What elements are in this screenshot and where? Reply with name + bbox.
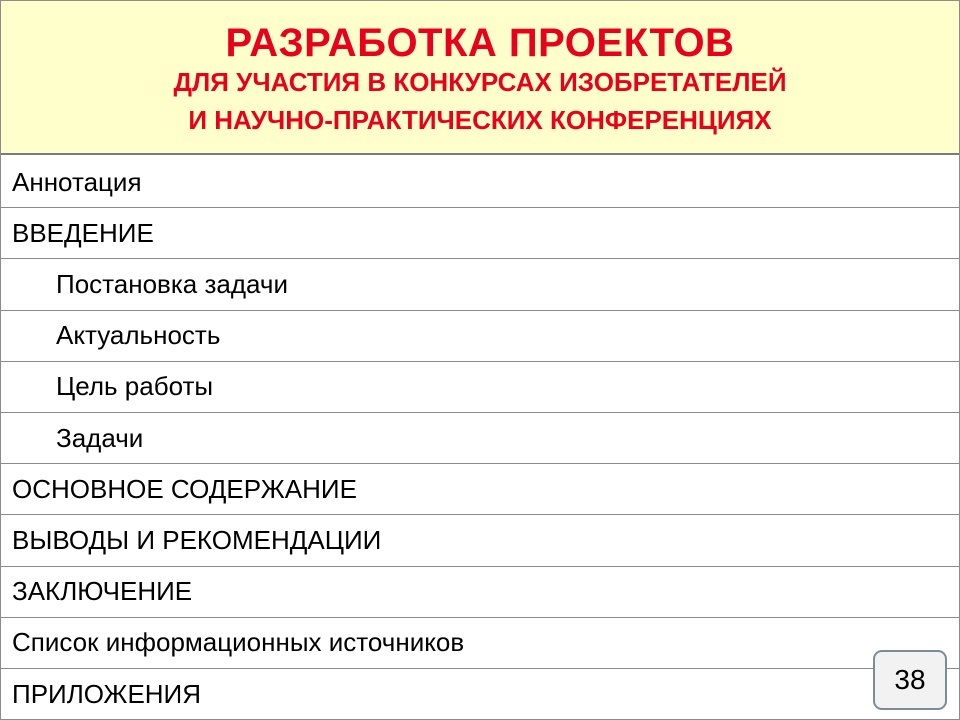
subtitle-line-1: ДЛЯ УЧАСТИЯ В КОНКУРСАХ ИЗОБРЕТАТЕЛЕЙ	[173, 67, 787, 97]
table-row-annotation: Аннотация	[1, 157, 959, 208]
table-row-introduction: ВВЕДЕНИЕ	[1, 208, 959, 259]
subtitle-line-2: И НАУЧНО-ПРАКТИЧЕСКИХ КОНФЕРЕНЦИЯХ	[188, 105, 772, 135]
table-row-conclusion: ЗАКЛЮЧЕНИЕ	[1, 567, 959, 618]
table-row-appendices: ПРИЛОЖЕНИЯ	[12, 678, 202, 709]
table-row-relevance: Актуальность	[1, 311, 959, 362]
table-row-goal: Цель работы	[1, 362, 959, 413]
table-rows	[1, 157, 959, 720]
table-row-tasks: Задачи	[1, 413, 959, 464]
page-title: РАЗРАБОТКА ПРОЕКТОВ	[225, 21, 735, 65]
table-row-main-content: ОСНОВНОЕ СОДЕРЖАНИЕ	[1, 464, 959, 515]
table-row-problem-statement: Постановка задачи	[1, 259, 959, 310]
table-row-references: Список информационных источников	[1, 618, 959, 669]
page-number-badge: 38	[873, 650, 947, 710]
table-row-conclusions-recommendations: ВЫВОДЫ И РЕКОМЕНДАЦИИ	[1, 515, 959, 566]
header-cell	[1, 1, 959, 155]
